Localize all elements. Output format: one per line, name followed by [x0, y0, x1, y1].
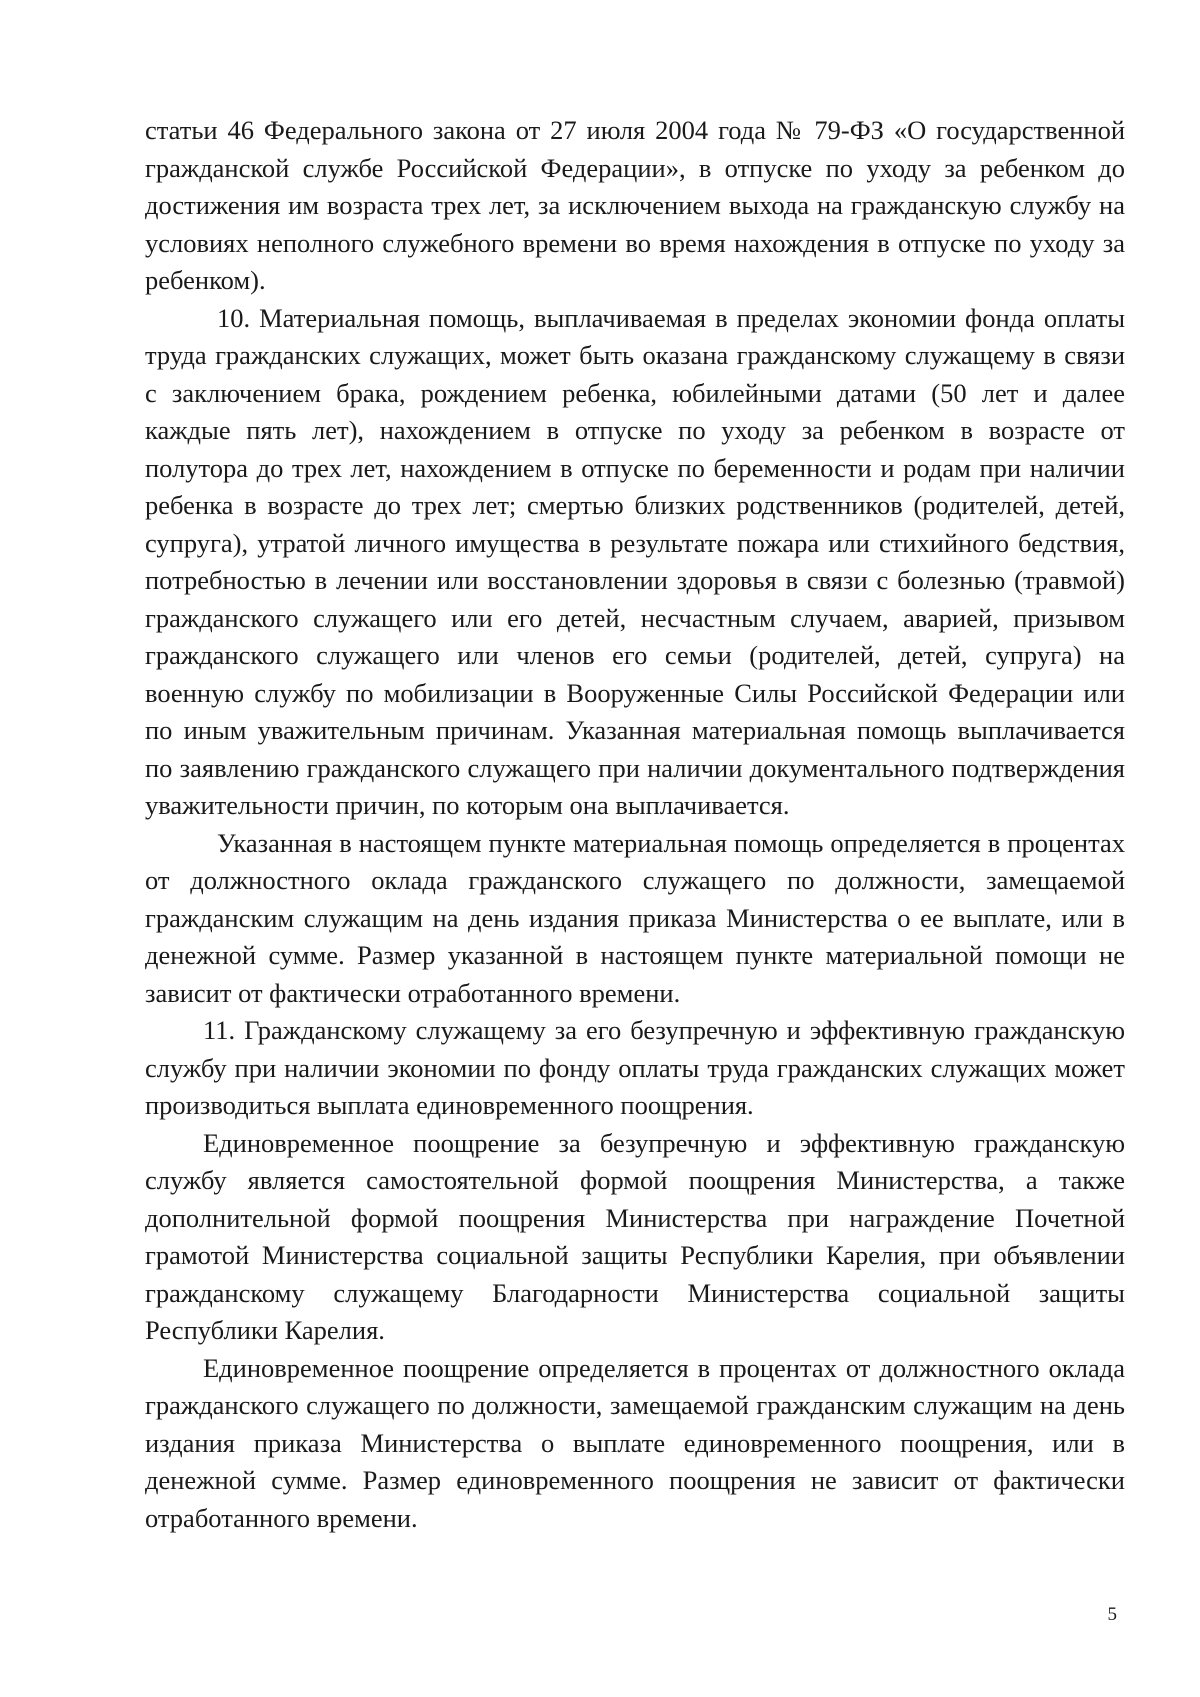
paragraph-one-time-bonus-amount: Единовременное поощрение определяется в процентах от должностного оклада гражданского служащего по должности, замещаемой гражданским служащим на день издания приказа Министерства о выплате единовременного поощрения, или в денежной сумме. Размер единовременного поощрения не зависит от фактически отработанного времени. [145, 1352, 1125, 1533]
paragraph-item-11: 11. Гражданскому служащему за его безупречную и эффективную гражданскую службу при наличии экономии по фонду оплаты труда гражданских служащих может производиться выплата единовременного поощрения. [145, 1015, 1125, 1120]
paragraph-continuation: статьи 46 Федерального закона от 27 июля 2004 года № 79-ФЗ «О государственной гражданской службе Российской Федерации», в отпуске по уходу за ребенком до достижения им возраста трех лет, за исключением выхода на гражданскую службу на условиях неполного служебного времени во время нахождения в отпуске по уходу за ребенком). [145, 115, 1125, 295]
page-number: 5 [1107, 1604, 1117, 1625]
paragraph-one-time-bonus-form: Единовременное поощрение за безупречную и эффективную гражданскую службу является самостоятельной формой поощрения Министерства, а также дополнительной формой поощрения Министерства при награждение Почетной грамотой Министерства социальной защиты Республики Карелия, при объявлении гражданскому служащему Благодарности Министерства социальной защиты Республики Карелия. [145, 1127, 1125, 1345]
paragraph-material-aid-amount: Указанная в настоящем пункте материальная помощь определяется в процентах от должностного оклада гражданского служащего по должности, замещаемой гражданским служащим на день издания приказа Министерства о ее выплате, или в денежной сумме. Размер указанной в настоящем пункте материальной помощи не зависит от фактически отработанного времени. [145, 827, 1125, 1008]
paragraph-item-10: 10. Материальная помощь, выплачиваемая в пределах экономии фонда оплаты труда гражданских служащих, может быть оказана гражданскому служащему в связи с заключением брака, рождением ребенка, юбилейными датами (50 лет и далее каждые пять лет), нахождением в отпуске по уходу за ребенком в возрасте от полутора до трех лет, нахождением в отпуске по беременности и родам при наличии ребенка в возрасте до трех лет; смертью близких родственников (родителей, детей, супруга), утратой личного имущества в результате пожара или стихийного бедствия, потребностью в лечении или восстановлении здоровья в связи с болезнью (травмой) гражданского служащего или его детей, несчастным случаем, аварией, призывом гражданского служащего или членов его семьи (родителей, детей, супруга) на военную службу по мобилизации в Вооруженные Силы Российской Федерации или по иным уважительным причинам. Указанная материальная помощь выплачивается по заявлению гражданского служащего при наличии документального подтверждения уважительности причин, по которым она выплачивается. [145, 302, 1125, 820]
document-body [145, 112, 1125, 1537]
